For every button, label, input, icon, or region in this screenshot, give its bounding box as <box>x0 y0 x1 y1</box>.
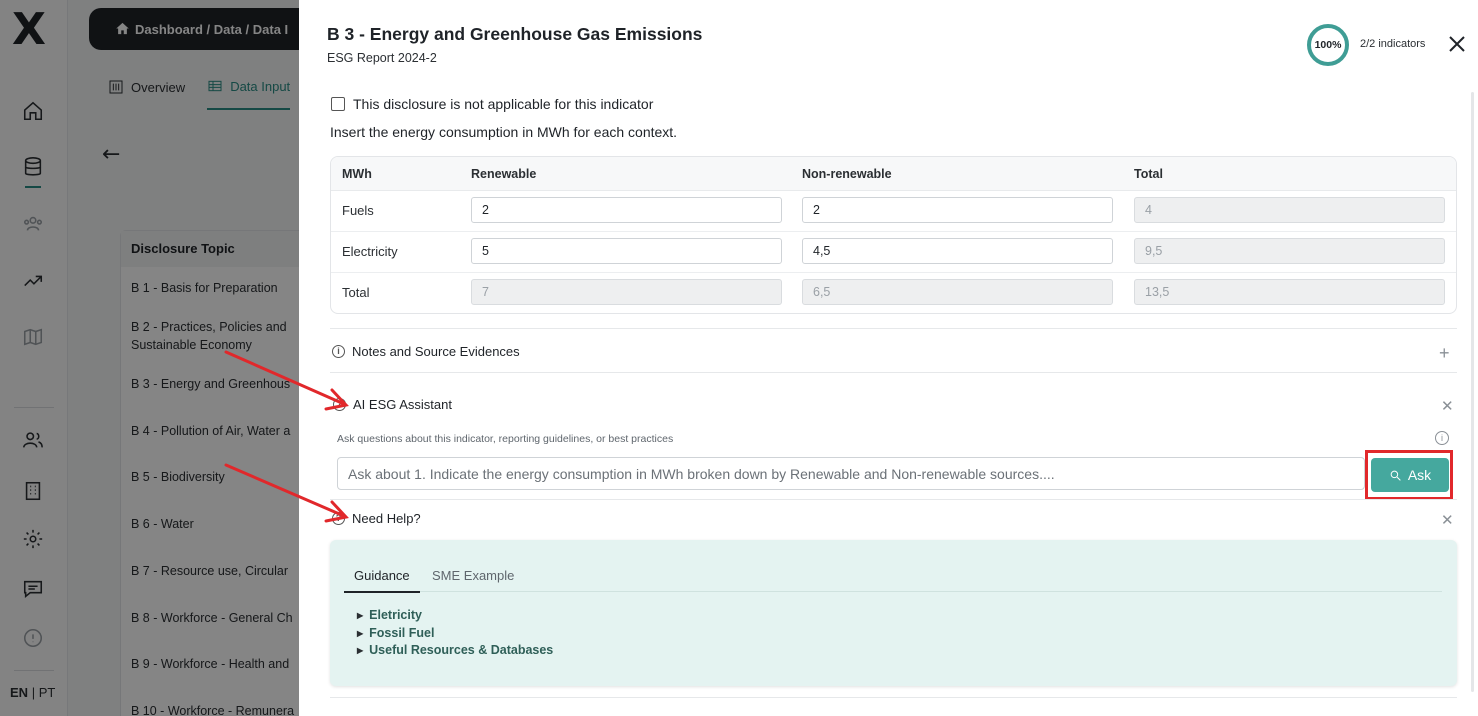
ask-button[interactable] <box>1371 458 1449 492</box>
column-header: MWh <box>342 167 372 181</box>
not-applicable-label: This disclosure is not applicable for this indicator <box>353 96 654 112</box>
ask-button-label: Ask <box>1407 467 1432 483</box>
ai-assistant-title: AI ESG Assistant <box>353 397 452 412</box>
row-divider <box>331 272 1456 273</box>
info-icon: i <box>332 345 345 358</box>
ai-assistant-hint: Ask questions about this indicator, reporting guidelines, or best practices <box>337 433 674 445</box>
breadcrumb-text[interactable]: Dashboard / Data / Data I <box>135 21 289 37</box>
tab-sme-example[interactable]: SME Example <box>432 568 515 583</box>
column-header: Renewable <box>471 167 537 181</box>
table-header-row <box>331 157 1456 191</box>
topic-item[interactable]: B 6 - Water <box>131 517 194 531</box>
section-divider <box>330 372 1457 373</box>
close-help-button[interactable]: ✕ <box>1441 512 1454 529</box>
column-header: Non-renewable <box>802 167 892 181</box>
section-divider <box>330 697 1457 698</box>
topic-item[interactable]: Sustainable Economy <box>131 338 252 352</box>
help-panel <box>330 540 1457 686</box>
tab-overview-label: Overview <box>131 79 186 95</box>
section-divider <box>330 328 1457 329</box>
progress-label: 2/2 indicators <box>1360 38 1426 50</box>
guidance-item[interactable]: ▶ Useful Resources & Databases <box>357 643 553 657</box>
row-label: Total <box>342 285 370 300</box>
need-help-title: Need Help? <box>352 511 421 526</box>
question-icon: ? <box>332 512 345 525</box>
modal-backdrop[interactable] <box>0 0 299 716</box>
topic-item[interactable]: B 3 - Energy and Greenhous <box>131 377 291 391</box>
topic-item[interactable]: B 1 - Basis for Preparation <box>131 281 278 295</box>
fuels-nonrenewable-input[interactable]: 2 <box>802 197 1113 223</box>
notes-section-toggle[interactable] <box>332 344 520 359</box>
language-pt[interactable]: PT <box>38 685 56 700</box>
topic-item[interactable]: B 8 - Workforce - General Ch <box>131 611 293 625</box>
guidance-item[interactable]: ▶ Fossil Fuel <box>357 626 434 640</box>
progress-value: 100% <box>1314 39 1342 51</box>
question-icon: ? <box>333 398 346 411</box>
guidance-item[interactable]: ▶ Eletricity <box>357 608 422 622</box>
table-instruction: Insert the energy consumption in MWh for each context. <box>330 124 678 140</box>
ai-assistant-header[interactable] <box>333 397 452 412</box>
electricity-renewable-input[interactable]: 5 <box>471 238 782 264</box>
topic-item[interactable]: B 5 - Biodiversity <box>131 470 225 484</box>
tab-data-input-label: Data Input <box>230 78 291 94</box>
row-label: Electricity <box>342 244 398 259</box>
not-applicable-option[interactable] <box>331 96 653 112</box>
language-separator: | <box>31 685 36 700</box>
need-help-header[interactable] <box>332 511 421 526</box>
grand-total-field: 13,5 <box>1134 279 1445 305</box>
close-ai-assistant-button[interactable]: ✕ <box>1441 398 1454 415</box>
progress-ring <box>1307 24 1349 66</box>
ai-question-input[interactable]: Ask about 1. Indicate the energy consumption in MWh broken down by Renewable and Non-renewable sources.... <box>337 457 1365 490</box>
search-icon <box>1389 469 1402 482</box>
topic-item[interactable]: B 2 - Practices, Policies and <box>131 320 287 334</box>
topic-item[interactable]: B 9 - Workforce - Health and <box>131 657 290 671</box>
drawer-title: B 3 - Energy and Greenhouse Gas Emissions <box>327 24 703 44</box>
scrollbar[interactable] <box>1471 92 1474 692</box>
row-label: Fuels <box>342 203 374 218</box>
topic-list-header: Disclosure Topic <box>121 231 319 267</box>
close-drawer-button[interactable] <box>1445 32 1469 56</box>
fuels-renewable-input[interactable]: 2 <box>471 197 782 223</box>
not-applicable-checkbox[interactable] <box>331 97 345 111</box>
energy-table <box>330 156 1457 314</box>
electricity-total-field: 9,5 <box>1134 238 1445 264</box>
topic-item[interactable]: B 10 - Workforce - Remunera <box>131 704 295 716</box>
back-arrow-icon[interactable]: ← <box>102 142 121 167</box>
drawer-subtitle: ESG Report 2024-2 <box>327 51 437 65</box>
language-en[interactable]: EN <box>10 685 29 700</box>
notes-section-label: Notes and Source Evidences <box>352 344 520 359</box>
expand-notes-button[interactable]: + <box>1439 343 1450 363</box>
row-divider <box>331 231 1456 232</box>
app-logo: X <box>12 4 46 55</box>
topic-item[interactable]: B 4 - Pollution of Air, Water a <box>131 424 291 438</box>
topic-item[interactable]: B 7 - Resource use, Circular <box>131 564 289 578</box>
total-nonrenewable-field: 6,5 <box>802 279 1113 305</box>
section-divider <box>330 499 1457 500</box>
total-renewable-field: 7 <box>471 279 782 305</box>
close-icon <box>1445 32 1469 56</box>
indicator-drawer <box>299 0 1478 716</box>
column-header: Total <box>1134 167 1163 181</box>
help-tabs <box>344 568 1442 592</box>
electricity-nonrenewable-input[interactable]: 4,5 <box>802 238 1113 264</box>
tab-guidance[interactable]: Guidance <box>344 568 420 593</box>
info-icon[interactable]: i <box>1435 431 1449 445</box>
fuels-total-field: 4 <box>1134 197 1445 223</box>
